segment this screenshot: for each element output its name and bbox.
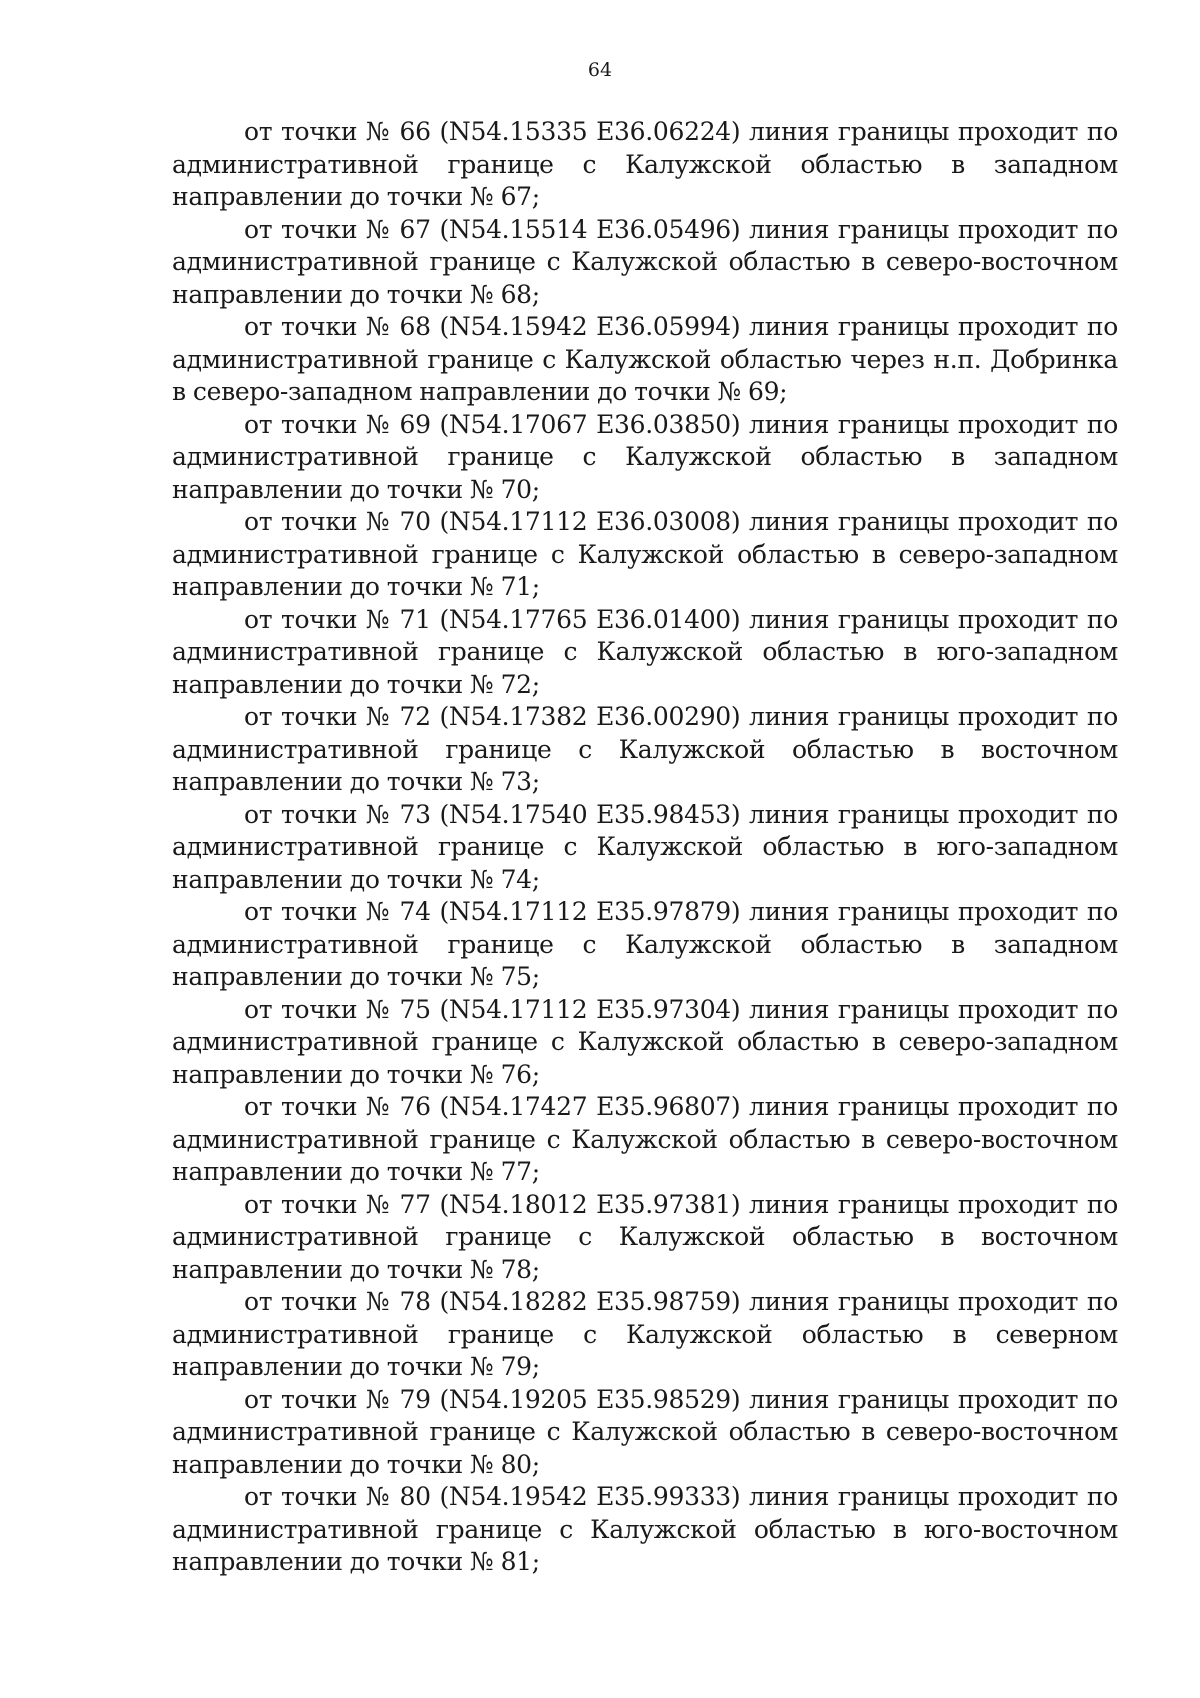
- paragraph-point-78: от точки № 78 (N54.18282 E35.98759) линия границы проходит по административной границе с Калужской областью в северном направлении до точки № 79;: [172, 1287, 1118, 1381]
- paragraph-point-80: от точки № 80 (N54.19542 E35.99333) линия границы проходит по административной границе с Калужской областью в юго-восточном направлении до точки № 81;: [172, 1482, 1118, 1576]
- paragraph-point-73: от точки № 73 (N54.17540 E35.98453) линия границы проходит по административной границе с Калужской областью в юго-западном направлении до точки № 74;: [172, 799, 1118, 894]
- paragraph-point-75: от точки № 75 (N54.17112 E35.97304) линия границы проходит по административной границе с Калужской областью в северо-западном направлении до точки № 76;: [172, 994, 1118, 1089]
- paragraph-point-79: от точки № 79 (N54.19205 E35.98529) линия границы проходит по административной границе с Калужской областью в северо-восточном направлении до точки № 80;: [172, 1384, 1118, 1479]
- page-number: 64: [587, 59, 613, 81]
- paragraph-point-68: от точки № 68 (N54.15942 E36.05994) линия границы проходит по административной границе с Калужской областью через н.п. Добринка в северо-западном направлении до точки № 69;: [172, 312, 1118, 406]
- paragraph-point-72: от точки № 72 (N54.17382 E36.00290) линия границы проходит по административной границе с Калужской областью в восточном направлении до точки № 73;: [172, 702, 1118, 796]
- paragraph-point-67: от точки № 67 (N54.15514 E36.05496) линия границы проходит по административной границе с Калужской областью в северо-восточном направлении до точки № 68;: [172, 214, 1118, 309]
- paragraph-point-77: от точки № 77 (N54.18012 E35.97381) линия границы проходит по административной границе с Калужской областью в восточном направлении до точки № 78;: [172, 1189, 1118, 1284]
- paragraph-point-76: от точки № 76 (N54.17427 E35.96807) линия границы проходит по административной границе с Калужской областью в северо-восточном направлении до точки № 77;: [172, 1092, 1118, 1186]
- paragraph-point-69: от точки № 69 (N54.17067 E36.03850) линия границы проходит по административной границе с Калужской областью в западном направлении до точки № 70;: [172, 409, 1118, 504]
- paragraph-point-71: от точки № 71 (N54.17765 E36.01400) линия границы проходит по административной границе с Калужской областью в юго-западном направлении до точки № 72;: [172, 604, 1118, 699]
- paragraph-point-66: от точки № 66 (N54.15335 E36.06224) линия границы проходит по административной границе с Калужской областью в западном направлении до точки № 67;: [172, 117, 1118, 211]
- paragraph-point-70: от точки № 70 (N54.17112 E36.03008) линия границы проходит по административной границе с Калужской областью в северо-западном направлении до точки № 71;: [172, 507, 1118, 601]
- document-body: [172, 116, 1118, 1579]
- paragraph-point-74: от точки № 74 (N54.17112 E35.97879) линия границы проходит по административной границе с Калужской областью в западном направлении до точки № 75;: [172, 897, 1118, 991]
